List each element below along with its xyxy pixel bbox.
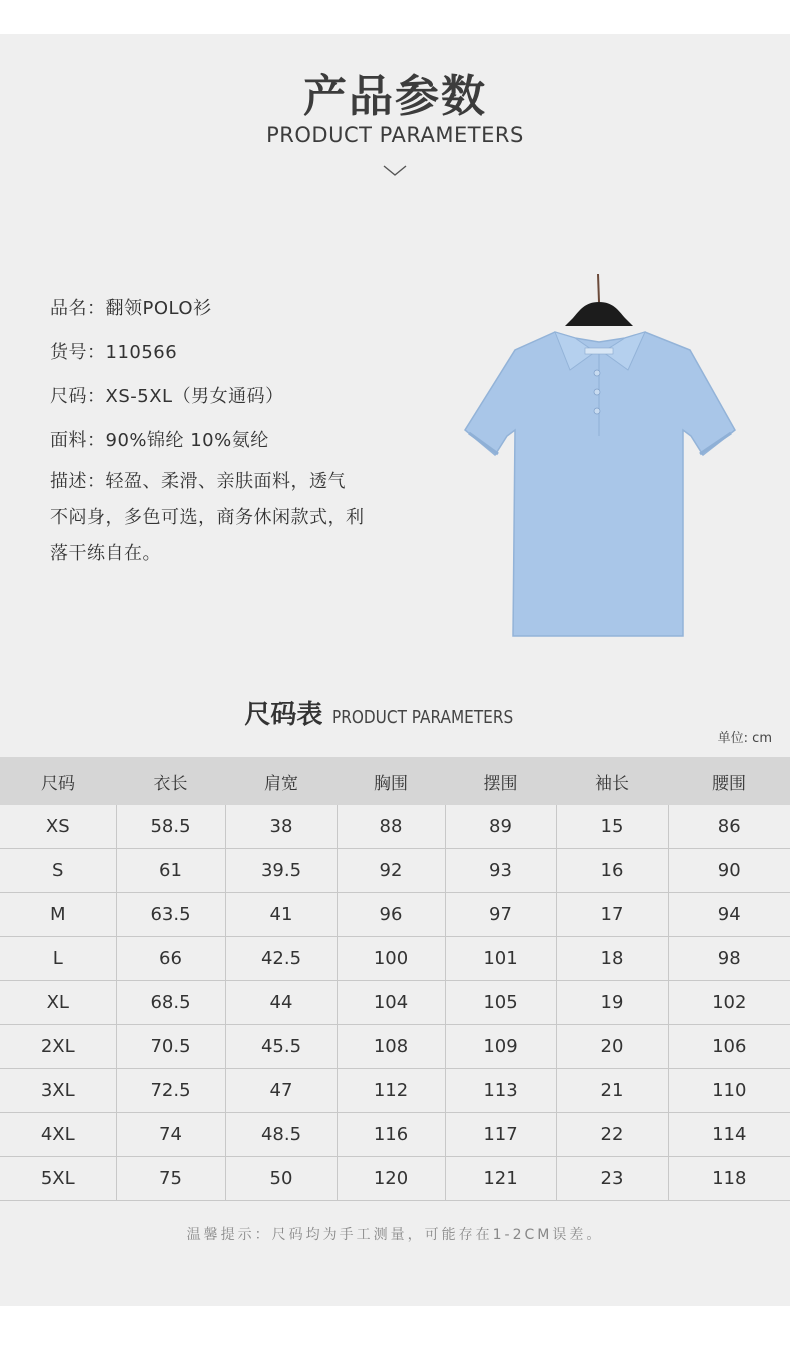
table-cell: 2XL [0, 1025, 116, 1069]
table-cell: 75 [116, 1157, 225, 1201]
table-cell: 106 [668, 1025, 790, 1069]
table-cell: 114 [668, 1113, 790, 1157]
header-waist: 腰围 [668, 757, 790, 805]
page-subtitle: PRODUCT PARAMETERS [266, 123, 524, 147]
spec-name-label: 品名： [50, 298, 106, 319]
header-hem: 摆围 [445, 757, 556, 805]
table-cell: 90 [668, 849, 790, 893]
table-cell: 22 [556, 1113, 668, 1157]
spec-code-value: 110566 [105, 342, 178, 363]
table-cell: 44 [225, 981, 337, 1025]
spec-description [50, 464, 400, 572]
table-cell: 100 [337, 937, 445, 981]
table-cell: 39.5 [225, 849, 337, 893]
table-cell: 117 [445, 1113, 556, 1157]
table-cell: 116 [337, 1113, 445, 1157]
hanger-icon [565, 274, 633, 326]
table-cell: 121 [445, 1157, 556, 1201]
table-cell: 102 [668, 981, 790, 1025]
table-cell: 110 [668, 1069, 790, 1113]
table-cell: 41 [225, 893, 337, 937]
table-cell: S [0, 849, 116, 893]
header-chest: 胸围 [337, 757, 445, 805]
table-header-row [0, 757, 790, 805]
table-cell: 23 [556, 1157, 668, 1201]
table-cell: 68.5 [116, 981, 225, 1025]
table-cell: 21 [556, 1069, 668, 1113]
table-cell: 72.5 [116, 1069, 225, 1113]
table-cell: 47 [225, 1069, 337, 1113]
spec-code-label: 货号： [50, 342, 106, 363]
table-cell: 16 [556, 849, 668, 893]
table-cell: 88 [337, 805, 445, 849]
table-row [0, 1113, 790, 1157]
table-row [0, 937, 790, 981]
spec-name-value: 翻领POLO衫 [105, 298, 212, 319]
table-row [0, 893, 790, 937]
table-cell: 113 [445, 1069, 556, 1113]
table-cell: L [0, 937, 116, 981]
table-cell: 101 [445, 937, 556, 981]
table-cell: 108 [337, 1025, 445, 1069]
table-cell: 19 [556, 981, 668, 1025]
table-row [0, 1157, 790, 1201]
table-cell: 50 [225, 1157, 337, 1201]
table-cell: 109 [445, 1025, 556, 1069]
table-cell: 112 [337, 1069, 445, 1113]
table-cell: 42.5 [225, 937, 337, 981]
size-table [0, 757, 790, 1201]
table-cell: 17 [556, 893, 668, 937]
header-size: 尺码 [0, 757, 116, 805]
table-cell: 15 [556, 805, 668, 849]
spec-desc-line3: 落干练自在。 [50, 543, 161, 564]
spec-desc-label: 描述： [50, 471, 106, 492]
table-cell: 45.5 [225, 1025, 337, 1069]
table-cell: 48.5 [225, 1113, 337, 1157]
table-cell: M [0, 893, 116, 937]
table-cell: XS [0, 805, 116, 849]
page-title: 产品参数 [303, 71, 487, 122]
table-cell: 92 [337, 849, 445, 893]
polo-shirt-image [455, 240, 745, 640]
table-cell: 93 [445, 849, 556, 893]
spec-fabric [50, 426, 269, 452]
table-cell: 5XL [0, 1157, 116, 1201]
table-cell: 96 [337, 893, 445, 937]
table-row [0, 981, 790, 1025]
table-cell: 98 [668, 937, 790, 981]
table-row [0, 1069, 790, 1113]
unit-label: 单位: cm [717, 731, 772, 746]
table-cell: 89 [445, 805, 556, 849]
table-cell: 105 [445, 981, 556, 1025]
table-cell: 38 [225, 805, 337, 849]
spec-desc-line1: 轻盈、柔滑、亲肤面料，透气 [105, 471, 346, 492]
spec-fabric-label: 面料： [50, 430, 106, 451]
table-row [0, 1025, 790, 1069]
table-cell: 94 [668, 893, 790, 937]
table-cell: 58.5 [116, 805, 225, 849]
table-cell: 20 [556, 1025, 668, 1069]
spec-code [50, 338, 177, 364]
chevron-down-icon [383, 164, 407, 178]
table-cell: 74 [116, 1113, 225, 1157]
table-cell: 3XL [0, 1069, 116, 1113]
table-cell: 61 [116, 849, 225, 893]
table-row [0, 805, 790, 849]
table-cell: 66 [116, 937, 225, 981]
table-cell: XL [0, 981, 116, 1025]
table-cell: 118 [668, 1157, 790, 1201]
table-cell: 18 [556, 937, 668, 981]
table-cell: 120 [337, 1157, 445, 1201]
table-cell: 4XL [0, 1113, 116, 1157]
size-chart-title [0, 694, 790, 731]
spec-fabric-value: 90%锦纶 10%氨纶 [105, 430, 269, 451]
header-length: 衣长 [116, 757, 225, 805]
table-cell: 97 [445, 893, 556, 937]
table-cell: 86 [668, 805, 790, 849]
measurement-tip: 温馨提示：尺码均为手工测量，可能存在1-2CM误差。 [186, 1227, 604, 1243]
table-row [0, 849, 790, 893]
table-cell: 63.5 [116, 893, 225, 937]
size-chart-title-en: PRODUCT PARAMETERS [332, 707, 514, 728]
spec-size-label: 尺码： [50, 386, 106, 407]
spec-size-value: XS-5XL（男女通码） [105, 386, 284, 407]
size-chart-title-cn: 尺码表 [244, 700, 323, 730]
header-sleeve: 袖长 [556, 757, 668, 805]
table-cell: 104 [337, 981, 445, 1025]
spec-size [50, 382, 284, 408]
spec-desc-line2: 不闷身，多色可选，商务休闲款式，利 [50, 507, 365, 528]
header-shoulder: 肩宽 [225, 757, 337, 805]
table-cell: 70.5 [116, 1025, 225, 1069]
spec-name [50, 294, 212, 320]
